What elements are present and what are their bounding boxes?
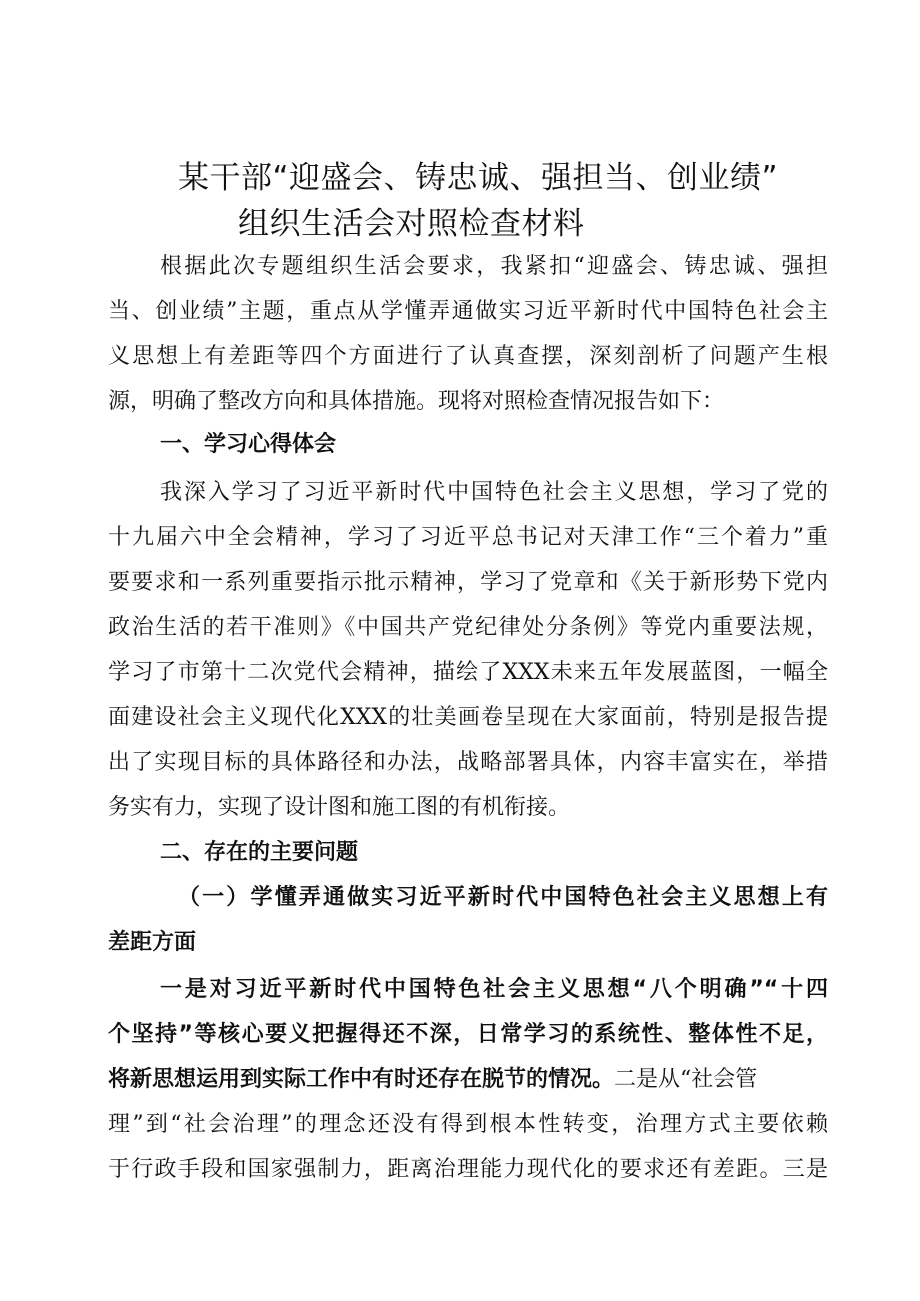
body-line: 十九届六中全会精神，学习了习近平总书记对天津工作“三个着力”重 — [108, 525, 828, 550]
normal-fragment: 二是从“社会管 — [614, 1067, 758, 1092]
intro-line: 源，明确了整改方向和具体措施。现将对照检查情况报告如下： — [108, 389, 725, 414]
body-line-mixed — [108, 1065, 828, 1095]
body-line: 要要求和一系列重要指示批示精神，学习了党章和《关于新形势下党内 — [108, 570, 828, 595]
subsection-heading-line: 差距方面 — [108, 930, 197, 955]
section-heading: 一、学习心得体会 — [160, 432, 337, 457]
section-heading: 二、存在的主要问题 — [160, 840, 359, 865]
body-line: 学习了市第十二次党代会精神，描绘了XXX未来五年发展蓝图，一幅全 — [108, 660, 828, 685]
body-line: 面建设社会主义现代化XXX的壮美画卷呈现在大家面前，特别是报告提 — [108, 705, 828, 730]
document-title-line-1: 某干部“迎盛会、铸忠诚、强担当、创业绩” — [178, 160, 779, 196]
body-line: 政治生活的若干准则》《中国共产党纪律处分条例》等党内重要法规， — [108, 615, 828, 640]
body-line: 理”到“社会治理”的理念还没有得到根本性转变，治理方式主要依赖 — [108, 1112, 828, 1137]
body-line: 务实有力，实现了设计图和施工图的有机衔接。 — [108, 795, 571, 820]
body-line: 于行政手段和国家强制力，距离治理能力现代化的要求还有差距。三是 — [108, 1157, 828, 1182]
intro-line: 根据此次专题组织生活会要求，我紧扣“迎盛会、铸忠诚、强担 — [160, 254, 828, 279]
intro-line: 当、创业绩”主题，重点从学懂弄通做实习近平新时代中国特色社会主 — [108, 299, 828, 324]
body-line-bold: 个坚持”等核心要义把握得还不深，日常学习的系统性、整体性不足， — [108, 1022, 828, 1047]
body-line: 我深入学习了习近平新时代中国特色社会主义思想，学习了党的 — [160, 480, 828, 505]
body-line-bold: 一是对习近平新时代中国特色社会主义思想“八个明确”“十四 — [160, 977, 828, 1002]
intro-line: 义思想上有差距等四个方面进行了认真查摆，深刻剖析了问题产生根 — [108, 344, 828, 369]
subsection-heading-line: （一）学懂弄通做实习近平新时代中国特色社会主义思想上有 — [178, 885, 828, 910]
document-title-line-2: 组织生活会对照检查材料 — [238, 206, 585, 242]
body-line: 出了实现目标的具体路径和办法，战略部署具体，内容丰富实在，举措 — [108, 750, 828, 775]
bold-fragment: 将新思想运用到实际工作中有时还存在脱节的情况。 — [108, 1067, 615, 1092]
